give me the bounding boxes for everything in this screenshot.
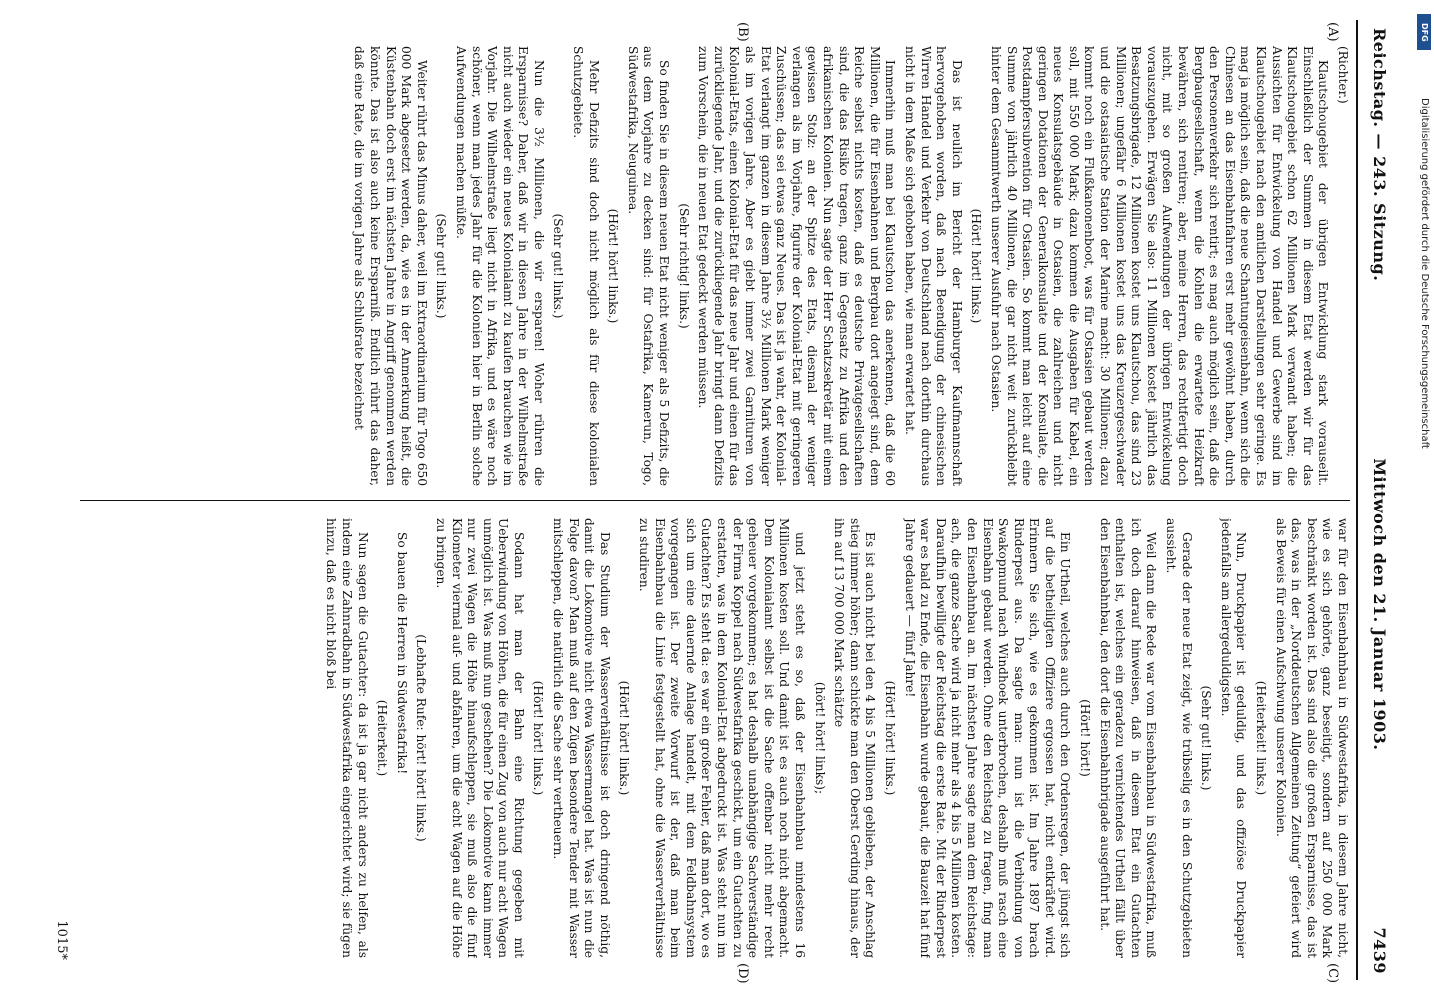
paragraph: Sodann hat man der Bahn eine Richtung gegeben mit Ueberwindung von Höhen, die für einen Zug von auch nur acht Wagen unmöglich ist. Was muß nun geschehen? Die Lokomotive kann immer nur zwei Wagen die Höhe hinaufschleppen, sie muß also die fünf Kilometer viermal auf- und abfahren, um die acht Wagen auf die Höhe zu bringen. <box>433 518 526 958</box>
paragraph: So bauen die Herren in Südwestafrika! <box>394 532 409 775</box>
paragraph: Immerhin muß man bei Klautschou das anerkennen, daß die 60 Millionen, die für Eisenbahnen und Bergbau dort angelegt sind, dem Reiche selbst nichts kosten, daß es deutsche Privatgesellschaften sind, die das Risiko tragen, ganz im Gegensatz zu Afrika und den afrikanischen Kolonien. Nun sagte der Herr Schatzsekretär mit einem gewissen Stolz: an der Spitze des Etats, diesmal der weniger verlangen als im Vorjahre, figurire der Kolonial-Etat mit geringeren Zuschüssen; das sei etwas ganz Neues. Das ist ja wahr, der Kolonial-Etat verlangt im ganzen in diesem Jahre 3½ Millionen Mark weniger als im vorigen Jahre. Aber es giebt immer zwei Garnituren von Kolonial-Etats, einen Kolonial-Etat für das neue Jahr und einen für das zurückliegende Jahr, und die zurückliegende Jahr bringt dann Defizits zum Vorschein, die in neuen Etat gedeckt werden müssen. <box>696 46 898 486</box>
paragraph: Nun sagen die Gutachter: da ist ja gar nicht anders zu helfen, als indem eine Zahnradbahn in Südwestafrika eingerichtet wird; sie fügen hinzu, daß es nicht bloß bei <box>324 518 370 958</box>
interjection: (Sehr gut! links.) <box>551 213 566 319</box>
digitization-note-text: Digitalisierung gefördert durch die Deutsche Forschungsgemeinschaft <box>1419 98 1430 449</box>
left-column <box>60 46 1350 486</box>
interjection: (Hört! hört! links.) <box>606 208 621 324</box>
paragraph: Das ist neulich im Bericht der Hamburger Kaufmannschaft hervorgehoben worden, daß nach Beendigung der chinesischen Wirren Handel und Verkehr von Deutschland nach dorthin durchaus nicht in dem Maße sich gehoben haben, wie man erwartet hat. <box>902 46 964 486</box>
rotated-page <box>50 20 1400 984</box>
right-column <box>60 518 1350 958</box>
margin-marker-b: (B) <box>735 22 750 42</box>
speaker-label: (Richter.) <box>1336 46 1350 104</box>
paragraph: war für den Eisenbahnbau in Südwestafrika, in diesem Jahre nicht, wie es sich gehörte, ganz beseitigt, sondern auf 250 000 Mark beschränkt worden ist. Das sind also die großen Ersparnisse, das ist das, was in der „Norddeutschen Allgemeinen Zeitung“ gefeiert wird als Beweis für einen Aufschwung unserer Kolonien. <box>1273 518 1350 958</box>
interjection: (Sehr gut! links.) <box>434 213 449 319</box>
paragraph: Weiter rührt das Minus daher, weil im Extraordinarium für Togo 650 000 Mark abgesetzt werden, da, wie es in der Anmerkung heißt, die Küstenbahn doch erst im nächsten Jahre in Angriff genommen werden könnte. Das ist also auch keine Ersparniß. Endlich rührt das daher, daß eine Rate, die im vorigen Jahre als Schlußrate bezeichnet <box>352 46 429 486</box>
margin-marker-d: (D) <box>735 963 750 984</box>
paragraph: Mehr Defizits sind doch nicht möglich als für diese kolonialen Schutzgebiete. <box>571 46 601 486</box>
paragraph: Es ist auch nicht bei den 4 bis 5 Millionen geblieben, der Anschlag stieg immer höher; dann schickte man den Oberst Gerding hinaus, der ihn auf 13 700 000 Mark schätzte <box>832 518 878 958</box>
paragraph: So finden Sie in diesem neuen Etat nicht weniger als 5 Defizits, die aus dem Vorjahre zu decken sind: für Ostafrika, Kamerun, Togo, Südwestafrika, Neuguinea. <box>625 46 672 486</box>
paragraph: Ein Urtheil, welches auch durch den Ordensregen, der jüngst sich auf die betheiligten Offiziere ergossen hat, nicht entkräftet wird. Erinnern Sie sich, wie es gekommen ist. Im Jahre 1897 brach Rinderpest aus. Da sagte man: nun ist die Verbindung von Swakopmund nach Windhoek unterbrochen, deshalb muß rasch eine Eisenbahn gebaut werden. Ohne den Reichstag zu fragen, fing man den Eisenbahnbau an. Im nächsten Jahre sagte man dem Reichstage: ach, die ganze Sache wird ja nicht mehr als 4 bis 5 Millionen kosten. Daraufhin bewilligte der Reichstag die erste Rate. Mit der Rinderpest war es bald zu Ende, die Eisenbahn wurde gebaut, die Bauzeit hat fünf Jahre gedauert — fünf Jahre! <box>902 518 1073 958</box>
page-number: 7439 <box>1370 927 1390 974</box>
paragraph: Das Studium der Wasserverhältnisse ist doch dringend nöthig, damit die Lokomotive nicht etwa Wassermangel hat. Was ist nun die Folge davon? Man muß auf den Zügen besondere Tender mit Wasser mitschleppen, die natürlich die Sache sehr vertheuern. <box>551 518 612 958</box>
paragraph: Nun die 3½ Millionen, die wir ersparen! Woher rühren die Ersparnisse? Daher, daß wir in diesen Jahre in der Wilhelmstraße nicht auch wieder ein neues Kolonialamt zu kaufen brauchen wie im Vorjahr. Die Wilhelmstraße liegt nicht in Afrika, und es wäre noch schöner, wenn man jedes Jahr für die Kolonien hier in Berlin solche Aufwendungen machen müßte. <box>453 46 546 486</box>
interjection: (Hört! hört!) <box>1078 699 1093 777</box>
interjection: (Sehr gut! links.) <box>1199 685 1214 791</box>
paragraph: und jetzt steht es so, daß der Eisenbahnbau mindestens 16 Millionen kosten soll. Und damit ist es auch noch nicht abgemacht. Dem Kolonialamt selbst ist die Sache offenbar nicht mehr recht geheuer vorgekommen; es hat deshalb unabhängige Sachverständige der Firma Koppel nach Südwestafrika geschickt, um ein Gutachten zu erstatten, was in dem Kolonial-Etat abgedruckt ist. Was steht nun im Gutachten? Es steht da: es war ein großer Fehler, daß man dort, wo es sich um eine dauernde Anlage handelt, mit dem Feldbahnsystem vorgegangen ist. Der zweite Vorwurf ist der, daß man beim Eisenbahnbau die Linie festgestellt hat, ohne die Wasserverhältnisse zu studiren. <box>637 518 807 958</box>
header-left: Reichstag. — 243. Sitzung. <box>1370 28 1390 282</box>
margin-marker-c: (C) <box>1325 963 1340 984</box>
paragraph: Nun, Druckpapier ist geduldig, und das offiziöse Druckpapier jedenfalls am allergeduldigsten. <box>1218 518 1249 958</box>
interjection: (hört! hört! links); <box>812 681 827 795</box>
page-code: 1015* <box>54 920 69 960</box>
interjection: (Heiterkeit.) <box>375 699 390 777</box>
paragraph: Weil dann die Rede war vom Eisenbahnbau in Südwestafrika, muß ich doch darauf hinweisen, daß in diesem Etat ein Gutachten enthalten ist, welches ein geradezu vernichtendes Urtheil fällt über den Eisenbahnbau, den dort die Eisenbahnbrigade ausgeführt hat. <box>1097 518 1159 958</box>
paragraph: Klautschougebiet der übrigen Entwicklung stark vorauseilt. Einschließlich der Summen in diesem Etat werden wir für das Klautschougebiet schon 62 Millionen Mark verwandt haben; die Aussichten für Entwickelung von Handel und Gewerbe sind im Klautschougebiet nach den amtlichen Darstellungen sehr geringe. Es mag ja möglich sein, daß die neue Schantungeisenbahn, wenn sich die Chinesen an das Eisenbahnfahren erst mehr gewöhnt haben, durch den Personenverkehr sich rentirt; es mag auch möglich sein, daß die Bergbaugesellschaft, wenn die Kohlen die erwartete Heizkraft bewähren, sich rentiren; aber, meine Herren, das rechtfertigt doch nicht, mit so großen Aufwendungen der übrigen Entwickelung vorauszugehen. Erwägen Sie also: 11 Millionen kostet jährlich das Besatzungsbrigade, 12 Millionen kostet uns Klautschou, das sind 23 Millionen; ungefähr 6 Millionen kostet uns das Kreuzergeschwader und die ostasiatische Station der Marine macht: 30 Millionen; dazu kommt noch ein Flußkanonenboot, was für Ostasien gebaut werden soll, mit 550 000 Mark; dazu kommen die Ausgaben für Kabel, ein neues Konsulatsgebäude in Ostasien, die zahlreichen und nicht geringen Dotationen der Generalkonsulate und der Konsulate, die Postdampfersubvention für Ostasien. So kommt man leicht auf eine Summe von jährlich 40 Millionen, die gar nicht weit zurückbleibt hinter dem Gesammtwerth unserer Ausfuhr nach Ostasien. <box>988 46 1331 486</box>
digitization-note <box>1416 8 1432 992</box>
margin-marker-a: (A) <box>1325 22 1340 42</box>
interjection: (Lebhafte Rufe: hört! hört! links.) <box>414 634 429 842</box>
interjection: (Hört! hört! links.) <box>969 208 984 324</box>
header-rule <box>1356 20 1358 980</box>
paragraph: Gerade der neue Etat zeigt, wie trübselig es in den Schutzgebieten aussieht. <box>1164 518 1194 958</box>
page-header <box>1360 20 1400 980</box>
interjection: (Hört! hört! links.) <box>531 680 546 796</box>
interjection: (Hört! hört! links.) <box>617 680 632 796</box>
column-divider <box>80 500 1350 501</box>
interjection: (Sehr richtig! links.) <box>676 203 691 329</box>
header-center: Mittwoch den 21. Januar 1903. <box>1370 458 1390 751</box>
interjection: (Heiterkeit! links.) <box>1254 680 1269 796</box>
interjection: (Hört! hört! links.) <box>882 680 897 796</box>
dfg-logo-badge: DFG <box>1417 14 1431 50</box>
